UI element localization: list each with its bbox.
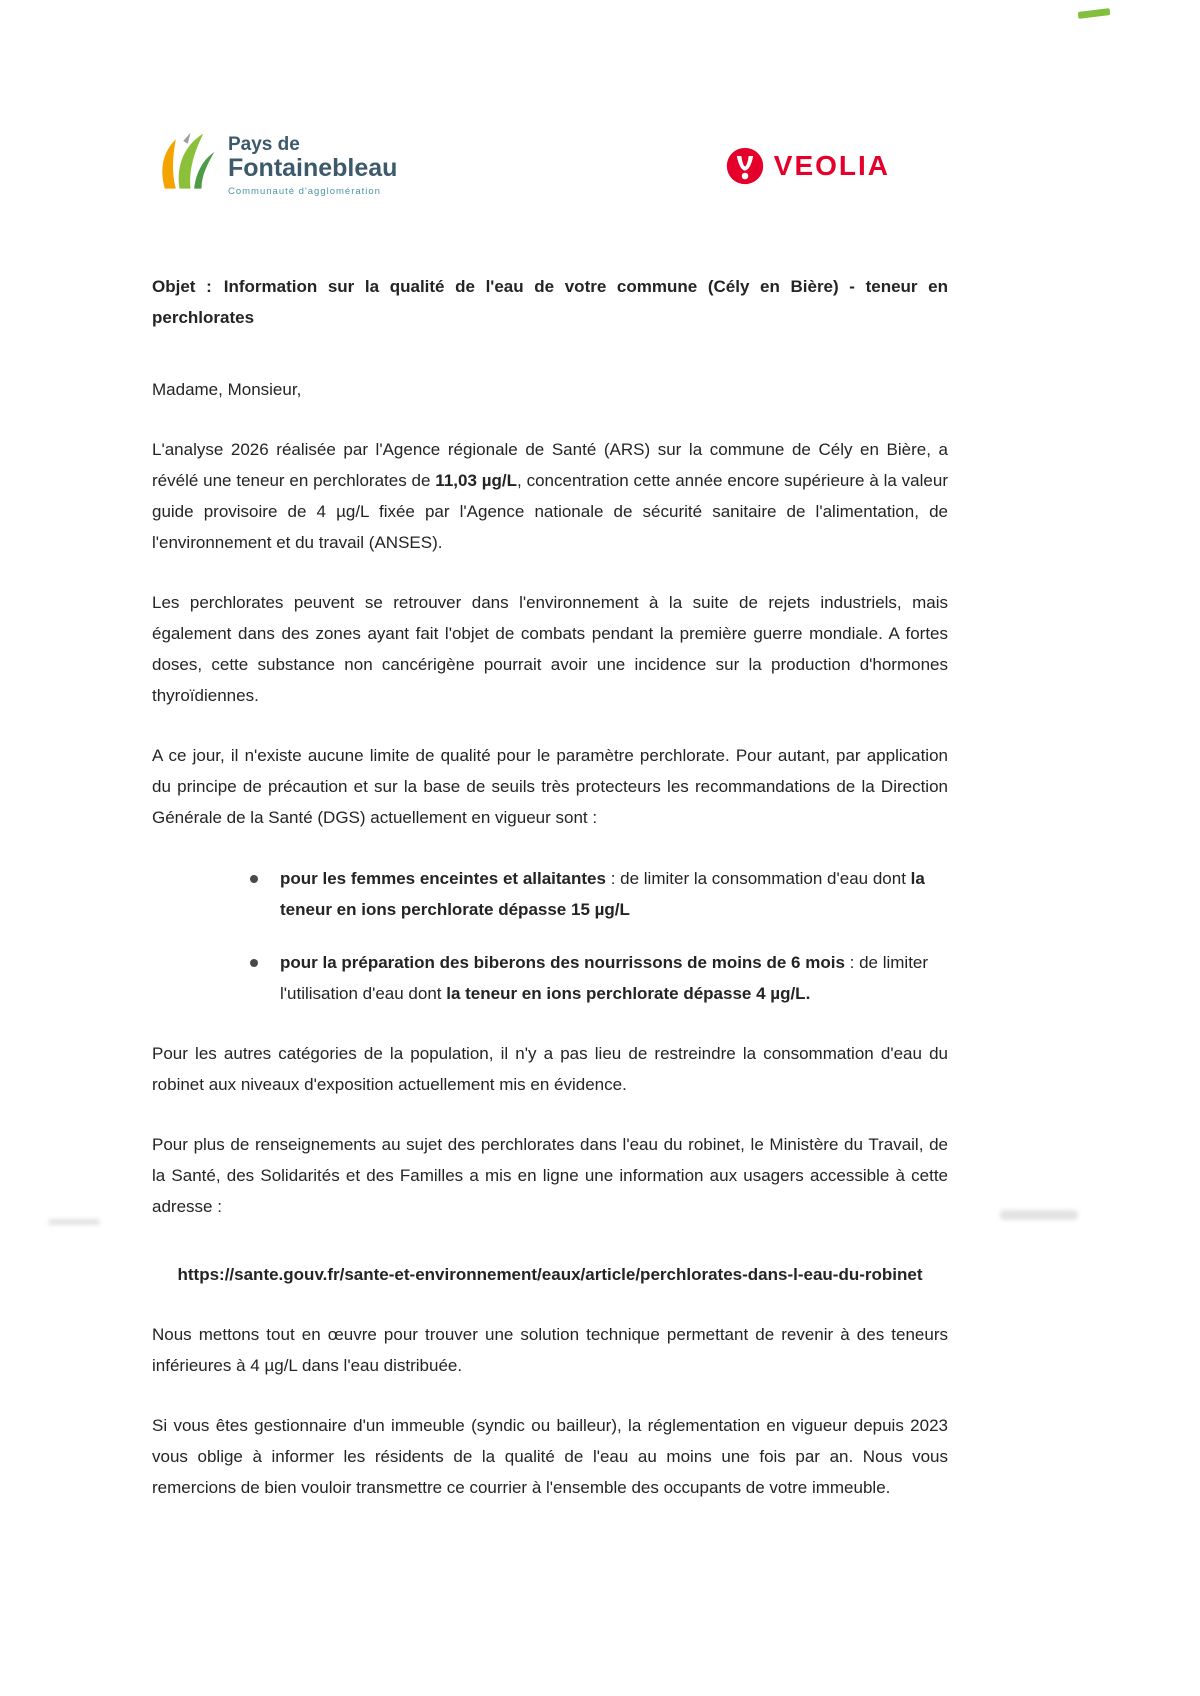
letter-content: [152, 0, 948, 1503]
text-segment-bold: pour les femmes enceintes et allaitantes: [280, 869, 606, 888]
scan-artifact-smudge: [48, 1219, 100, 1225]
paragraph-other-categories: Pour les autres catégories de la population, il n'y a pas lieu de restreindre la consommation d'eau du robinet aux niveaux d'exposition actuellement mis en évidence.: [152, 1044, 948, 1094]
text-segment: , concentration cette année encore supérieure à la valeur guide provisoire de 4 µg/L fixée par l'Agence nationale de sécurité sanitaire de l'alimentation, de l'environnement et du travail (ANSES).: [152, 471, 948, 552]
subject-text: Information sur la qualité de l'eau de votre commune (Cély en Bière) - teneur en perchlorates: [152, 277, 948, 327]
paragraph-perchlorates-origin: Les perchlorates peuvent se retrouver dans l'environnement à la suite de rejets industriels, mais également dans des zones ayant fait l'objet de combats pendant la première guerre mondiale. A fortes doses, cette substance non cancérigène pourrait avoir une incidence sur la production d'hormones thyroïdiennes.: [152, 593, 948, 705]
logo-text-line2: Fontainebleau: [228, 154, 398, 182]
subject-line: [152, 271, 948, 333]
text-segment-bold: la teneur en ions perchlorate dépasse 15 µg/L: [280, 869, 925, 919]
fontainebleau-leaves-icon: [152, 130, 218, 196]
veolia-circle-icon: [725, 146, 765, 186]
pays-de-fontainebleau-logo: [152, 130, 397, 197]
subject-label: Objet :: [152, 277, 212, 296]
veolia-wordmark: VEOLIA: [773, 150, 890, 181]
scan-artifact-smudge: [1000, 1210, 1078, 1220]
paragraph-building-managers: Si vous êtes gestionnaire d'un immeuble (syndic ou bailleur), la réglementation en vigueur depuis 2023 vous oblige à informer les résidents de la qualité de l'eau au moins une fois par an. Nous vous remercions de bien vouloir transmettre ce courrier à l'ensemble des occupants de votre immeuble.: [152, 1416, 948, 1497]
paragraph-recommendations-intro: A ce jour, il n'existe aucune limite de qualité pour le paramètre perchlorate. Pour autant, par application du principe de précaution et sur la base de seuils très protecteurs les recommandations de la Direction Générale de la Santé (DGS) actuellement en vigueur sont :: [152, 746, 948, 827]
recommendation-pregnant-women: [152, 863, 948, 925]
paragraph-more-info: Pour plus de renseignements au sujet des perchlorates dans l'eau du robinet, le Ministère du Travail, de la Santé, des Solidarités et des Familles a mis en ligne une information aux usagers accessible à cette adresse :: [152, 1135, 948, 1216]
recommendation-infants: [152, 947, 948, 1009]
text-segment: : de limiter la consommation d'eau dont: [605, 869, 911, 888]
paragraph-technical-solution: Nous mettons tout en œuvre pour trouver une solution technique permettant de revenir à des teneurs inférieures à 4 µg/L dans l'eau distribuée.: [152, 1325, 948, 1375]
paragraph-analysis: [152, 434, 948, 558]
recommendations-list: [152, 863, 948, 1009]
salutation: Madame, Monsieur,: [152, 380, 302, 399]
fontainebleau-logo-text: [228, 130, 397, 197]
text-segment-bold: la teneur en ions perchlorate dépasse 4 µg/L.: [446, 984, 811, 1003]
veolia-logo: [725, 146, 890, 186]
text-segment-bold: 11,03 µg/L: [435, 471, 518, 490]
text-segment: : de limiter l'utilisation d'eau dont: [280, 953, 929, 1003]
info-url: https://sante.gouv.fr/sante-et-environnement/eaux/article/perchlorates-dans-l-eau-du-robinet: [177, 1265, 923, 1284]
letterhead: [152, 0, 948, 197]
logo-text-line1: Pays de: [228, 134, 300, 155]
text-segment-bold: pour la préparation des biberons des nourrissons de moins de 6 mois: [280, 953, 845, 972]
text-segment: L'analyse 2026 réalisée par l'Agence régionale de Santé (ARS) sur la commune de Cély en Bière, a révélé une teneur en perchlorates de: [152, 440, 948, 490]
scan-artifact-green-mark: [1078, 8, 1111, 19]
logo-subtitle: Communauté d'agglomération: [228, 186, 381, 197]
